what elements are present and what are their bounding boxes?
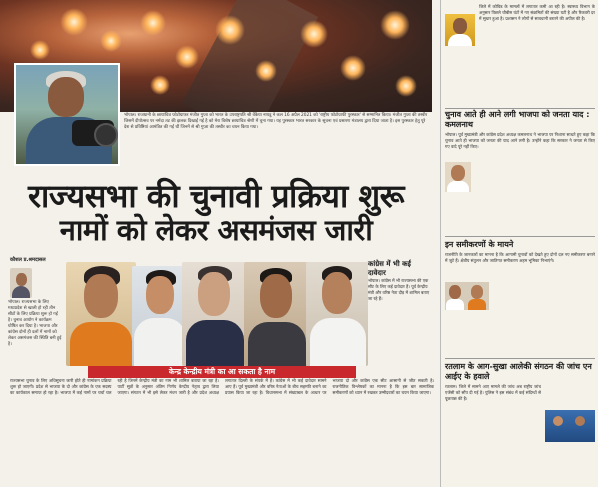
- main-headline: [0, 178, 432, 247]
- rail-story1-headline: चुनाव आते ही आने लगी भाजपा को जनता याद : कमलनाथ: [445, 110, 590, 129]
- rail-story2-headline: इन समीकरणों के मायने: [445, 240, 514, 249]
- politician-portrait-3: [182, 262, 246, 366]
- congress-sidebar: [368, 260, 432, 390]
- sidebar-title: कांग्रेस में भी कई: [368, 260, 411, 268]
- politician-portrait-1: [66, 262, 136, 366]
- rail-top-text: जिले में कोविड के मामलों में लगातार कमी आ रही है। स्वास्थ्य विभाग के अनुसार पिछले चौबीस घंटों में नए संक्रमितों की संख्या घटी है और रिकवरी दर में सुधार हुआ है। प्रशासन ने लोगों से सावधानी बरतने की अपील की है।: [479, 4, 595, 21]
- headline-line-1: राज्यसभा की चुनावी प्रक्रिया शुरू: [27, 177, 405, 215]
- subheading-banner: केन्द्र केन्द्रीय मंत्री का आ सकता है नाम: [88, 366, 356, 378]
- photographer-photo: [14, 63, 120, 166]
- photo-caption: भोपाल। राजधानी के छायाचित्र फोटोग्राफर मंजीत गुप्ता को भारत के उपराष्ट्रपति श्री वेंकैया नायडू ने कल 16 अप्रैल 2021 को 'राष्ट्रीय फोटोग्राफी पुरस्कार' से सम्मानित किया। मंजीत गुप्ता की तस्वीर जिसमें दीपोत्सव पर नर्मदा तट की झलक दिखाई गई है को मेरा विशेष छायाचित्र श्रेणी में चुना गया। यह पुरस्कार भारत सरकार के सूचना एवं प्रसारण मंत्रालय द्वारा दिया जाता है। इस पुरस्कार हेतु पूरे देश से प्रविष्टियां आमंत्रित की गई थीं जिनमें से श्री गुप्ता की तस्वीर का चयन किया गया।: [124, 113, 428, 131]
- right-rail: [440, 0, 598, 487]
- headline-line-2: नामों को लेकर असमंजस जारी: [59, 213, 373, 247]
- byline: कौशल प्र.श्रमदासल: [10, 257, 46, 263]
- rail-cricket-photo: [545, 410, 595, 442]
- sidebar-subtitle: दावेदार: [368, 269, 386, 277]
- politician-portrait-5: [306, 262, 368, 366]
- sidebar-text: भोपाल। कांग्रेस में भी राज्यसभा की एक सीट के लिए कई दावेदार हैं। पूर्व केन्द्रीय मंत्री और वरिष्ठ नेता दौड़ में शामिल बताए जा रहे हैं।: [368, 278, 430, 301]
- rail-story3-headline: रतलाम के आग-सुखा आलेकी संगठन की जांच एन आईए के हवाले: [445, 362, 592, 381]
- left-column-text: भोपाल। राज्यसभा के लिए मध्यप्रदेश से खाली हो रही तीन सीटों के लिए प्रक्रिया शुरू हो गई है। चुनाव आयोग ने कार्यक्रम घोषित कर दिया है। भाजपा और कांग्रेस दोनों ही दलों में नामों को लेकर असमंजस की स्थिति बनी हुई है।: [8, 300, 62, 347]
- rail-portrait-top: [445, 14, 475, 46]
- politician-portrait-4: [244, 262, 308, 366]
- rail-story2-text: राजनीति के जानकारों का मानना है कि आगामी चुनावों को देखते हुए दोनों दल नए समीकरण बनाने में जुटे हैं। क्षेत्रीय संतुलन और जातिगत समीकरण अहम भूमिका निभाएंगे।: [445, 252, 595, 263]
- main-story-body: राज्यसभा चुनाव के लिए अधिसूचना जारी होते ही नामांकन प्रक्रिया शुरू हो जाएगी। प्रदेश से भाजपा के दो और कांग्रेस के एक सदस्य का कार्यकाल समाप्त हो रहा है। भाजपा में कई नामों पर चर्चा चल रही है जिनमें केन्द्रीय मंत्री का नाम भी शामिल बताया जा रहा है। पार्टी सूत्रों के अनुसार अंतिम निर्णय केन्द्रीय नेतृत्व द्वारा लिया जाएगा। संगठन में भी इसे लेकर मंथन जारी है और प्रदेश अध्यक्ष लगातार दिल्ली के संपर्क में हैं। कांग्रेस में भी कई दावेदार सामने आए हैं। पूर्व मुख्यमंत्री और वरिष्ठ नेताओं के बीच सहमति बनाने का प्रयास किया जा रहा है। विधानसभा में संख्याबल के आधार पर भाजपा दो और कांग्रेस एक सीट आसानी से जीत सकती है। राजनीतिक विश्लेषकों का मानना है कि इस बार सामाजिक समीकरणों को ध्यान में रखकर उम्मीदवारों का चयन किया जाएगा।: [10, 378, 434, 395]
- rail-story1-text: भोपाल। पूर्व मुख्यमंत्री और कांग्रेस प्रदेश अध्यक्ष कमलनाथ ने भाजपा पर निशाना साधते हुए कहा कि चुनाव आते ही भाजपा को जनता की याद आने लगी है। उन्होंने कहा कि सरकार ने जनता से किए गए वादे पूरे नहीं किए।: [445, 132, 595, 149]
- author-thumbnail: [10, 268, 32, 298]
- politician-portrait-2: [132, 266, 188, 366]
- rail-story3-text: रतलाम। जिले में सामने आए मामले की जांच अब राष्ट्रीय जांच एजेंसी को सौंप दी गई है। पुलिस ने इस संबंध में कई संदिग्धों से पूछताछ की है।: [445, 384, 541, 401]
